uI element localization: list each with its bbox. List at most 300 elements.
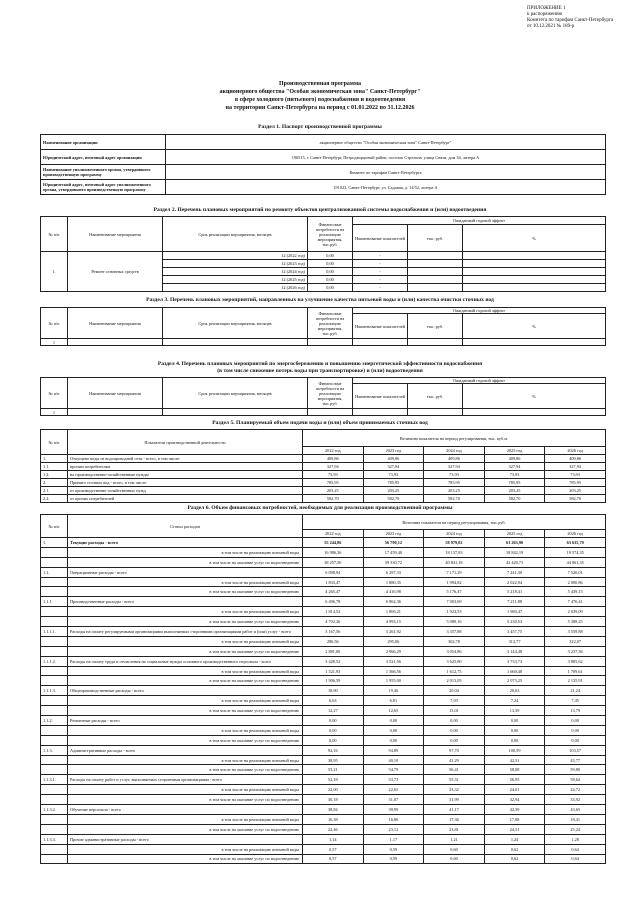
section-2-title: Раздел 2. Перечень плановых мероприятий по ремонту объектов централизованной системы водоснабжения и (или) водоотведения xyxy=(153,207,487,213)
row-value: 25,24 xyxy=(545,824,606,834)
row-value: 203,25 xyxy=(303,487,364,495)
finance-row xyxy=(41,597,606,607)
row-value: 0,00 xyxy=(424,716,485,726)
row-value: 39,99 xyxy=(363,805,424,815)
row-value: 785,95 xyxy=(363,479,424,487)
header-finance: Финансовые потребности на реализацию мероприятия, тыс.руб. xyxy=(308,308,353,339)
row-value: 7 476,41 xyxy=(545,597,606,607)
row-value: 17,36 xyxy=(424,814,485,824)
row-value: 56,41 xyxy=(424,765,485,775)
row-value: 4 702,26 xyxy=(303,617,364,627)
header-name: Наименование мероприятия xyxy=(68,217,163,252)
row-value: 5 388,25 xyxy=(545,617,606,627)
row-value: 17,88 xyxy=(484,814,545,824)
row-label: Административные расходы - всего xyxy=(68,745,303,755)
header-name: Наименование мероприятия xyxy=(68,378,163,409)
empty-cell xyxy=(408,339,463,346)
row-label: в том числе на реализацию питьевой воды xyxy=(68,814,303,824)
row-value: 3 144,48 xyxy=(484,646,545,656)
row-num: 1.1.3.3. xyxy=(41,834,68,844)
section-4-title xyxy=(30,361,610,375)
row-value: 286,56 xyxy=(303,636,364,646)
repair-effect: - xyxy=(353,284,408,292)
row-value: 5 230,53 xyxy=(484,617,545,627)
finance-row xyxy=(41,577,606,587)
header-effect: Ожидаемый годовой эффект xyxy=(353,378,606,384)
row-value: 31,07 xyxy=(363,795,424,805)
row-value: 103,57 xyxy=(545,745,606,755)
row-value: 409,86 xyxy=(424,455,485,463)
row-value: 7,24 xyxy=(484,696,545,706)
row-num xyxy=(41,755,68,765)
row-value: 4 993,15 xyxy=(363,617,424,627)
row-value: 4 265,47 xyxy=(303,587,364,597)
finance-row xyxy=(41,627,606,637)
passport-row xyxy=(41,135,606,150)
year-header: 2022 год xyxy=(303,447,364,455)
row-value: 3 521,56 xyxy=(363,656,424,666)
repair-thous xyxy=(408,260,463,268)
row-value: 0,00 xyxy=(484,716,545,726)
finance-row xyxy=(41,805,606,815)
row-value: 2 022,94 xyxy=(484,577,545,587)
row-value: 38,84 xyxy=(303,805,364,815)
empty-row xyxy=(41,339,606,346)
row-value: 7 241,30 xyxy=(484,567,545,577)
row-value: 1,17 xyxy=(363,834,424,844)
finance-row xyxy=(41,686,606,696)
row-num: 1. xyxy=(41,538,68,548)
row-value: 17 459,40 xyxy=(363,547,424,557)
repair-thous xyxy=(408,276,463,284)
row-label: Ремонтные расходы - всего xyxy=(68,716,303,726)
appendix-line: ПРИЛОЖЕНИЕ 1 xyxy=(527,6,566,11)
row-label: прочим потребителям xyxy=(68,463,303,471)
header-values: Величина показателя на период регулирования, тыс. куб.м. xyxy=(303,430,606,447)
section-3-title: Раздел 3. Перечень плановых мероприятий, направленных на улучшение качества питьевой воды и (или) качества очистки сточных вод xyxy=(146,297,494,303)
row-num xyxy=(41,765,68,775)
row-value: 312,77 xyxy=(484,636,545,646)
appendix-line: от 10.12.2021 № 189-р xyxy=(527,24,575,29)
empty-cell xyxy=(68,339,163,346)
row-label: в том числе на оказание услуг по водоотведению xyxy=(68,795,303,805)
header-effect: Ожидаемый годовой эффект xyxy=(353,217,606,225)
row-value: 327,94 xyxy=(545,463,606,471)
repair-table xyxy=(40,216,606,292)
row-value: 6,81 xyxy=(363,696,424,706)
row-value: 7,45 xyxy=(545,696,606,706)
row-value: 33,92 xyxy=(545,795,606,805)
row-label: Отпущено воды из водопроводной сети - всего, в том числе: xyxy=(68,455,303,463)
section-1-title: Раздел 1. Паспорт производственной программы xyxy=(258,124,382,130)
empty-cell xyxy=(353,339,408,346)
row-label: Производственные расходы - всего xyxy=(68,597,303,607)
row-value: 0,59 xyxy=(363,844,424,854)
row-value: 785,95 xyxy=(424,479,485,487)
row-value: 16,86 xyxy=(363,814,424,824)
row-value: 1 980,47 xyxy=(484,607,545,617)
row-value: 6 098,94 xyxy=(303,567,364,577)
section-4-title-line: (в том числе снижение потерь воды при транспортировке) и (или) водоотведения xyxy=(217,368,423,374)
row-value: 1 880,35 xyxy=(363,577,424,587)
row-value: 1 869,21 xyxy=(363,607,424,617)
finance-row xyxy=(41,844,606,854)
row-value: 3 167,56 xyxy=(303,627,364,637)
row-label: Обучение персонала - всего xyxy=(68,805,303,815)
row-value: 327,94 xyxy=(363,463,424,471)
finance-row xyxy=(41,547,606,557)
row-value: 58,08 xyxy=(484,765,545,775)
row-value: 327,94 xyxy=(303,463,364,471)
row-value: 42,51 xyxy=(484,755,545,765)
header-pct: % xyxy=(463,225,606,252)
row-value: 53,21 xyxy=(303,765,364,775)
empty-cell xyxy=(68,409,163,416)
volume-row xyxy=(41,471,606,479)
passport-value: 191023, Санкт-Петербург, ул. Садовая, д. 14/52, литера А xyxy=(166,180,606,195)
header-pct: % xyxy=(463,314,606,339)
row-value: 7 211,88 xyxy=(484,597,545,607)
row-value: 409,86 xyxy=(363,455,424,463)
finance-row xyxy=(41,607,606,617)
row-value: 20,63 xyxy=(484,686,545,696)
row-num xyxy=(41,844,68,854)
finance-table xyxy=(40,514,606,864)
row-num: 1.1.1.2. xyxy=(41,656,68,666)
finance-row xyxy=(41,538,606,548)
row-value: 22,00 xyxy=(303,785,364,795)
row-num xyxy=(41,676,68,686)
row-num: 1 xyxy=(41,339,68,346)
row-num xyxy=(41,735,68,745)
row-num: 1.1.2. xyxy=(41,716,68,726)
year-header: 2026 год xyxy=(545,530,606,538)
row-label: в том числе на реализацию питьевой воды xyxy=(68,577,303,587)
row-value: 73,93 xyxy=(424,471,485,479)
row-label: в том числе на оказание услуг по водоотведению xyxy=(68,824,303,834)
row-label: в том числе на оказание услуг по водоотведению xyxy=(68,587,303,597)
repair-pct xyxy=(463,284,606,292)
row-value: 0,00 xyxy=(363,716,424,726)
appendix-line: к распоряжению xyxy=(527,12,563,17)
row-label: Текущие расходы - всего xyxy=(68,538,303,548)
repair-num: 1. xyxy=(41,252,68,292)
header-thous: тыс. руб. xyxy=(408,314,463,339)
row-value: 0,00 xyxy=(303,716,364,726)
repair-period: 12 (2022 год) xyxy=(163,252,308,260)
row-value: 6 297,33 xyxy=(363,567,424,577)
header-pct: % xyxy=(463,384,606,409)
document-title xyxy=(150,80,490,112)
row-value: 92,16 xyxy=(303,745,364,755)
row-value: 5 218,41 xyxy=(484,587,545,597)
row-value: 0,57 xyxy=(303,854,364,864)
row-value: 0,00 xyxy=(545,725,606,735)
row-value: 302,78 xyxy=(424,636,485,646)
volume-row xyxy=(41,463,606,471)
row-value: 52,18 xyxy=(303,775,364,785)
row-value: 73,93 xyxy=(484,471,545,479)
row-value: 42 420,71 xyxy=(484,557,545,567)
row-value: 13,39 xyxy=(484,706,545,716)
row-value: 2 039,09 xyxy=(545,607,606,617)
row-label: в том числе на оказание услуг по водоотведению xyxy=(68,617,303,627)
year-header: 2025 год xyxy=(484,530,545,538)
header-row xyxy=(41,515,606,530)
finance-row xyxy=(41,834,606,844)
row-value: 0,00 xyxy=(363,735,424,745)
row-value: 31,99 xyxy=(424,795,485,805)
repair-thous xyxy=(408,284,463,292)
repair-period: 12 (2023 год) xyxy=(163,260,308,268)
row-value: 203,25 xyxy=(363,487,424,495)
appendix-line: Комитета по тарифам Санкт-Петербурга xyxy=(527,18,614,23)
row-value: 582,70 xyxy=(424,495,485,503)
repair-period: 12 (2026 год) xyxy=(163,284,308,292)
row-value: 97,70 xyxy=(424,745,485,755)
title-line: на территории Санкт-Петербурга на период с 01.01.2022 по 31.12.2026 xyxy=(225,105,415,111)
finance-row xyxy=(41,567,606,577)
row-value: 0,62 xyxy=(484,844,545,854)
row-value: 582,70 xyxy=(484,495,545,503)
empty-cell xyxy=(353,409,408,416)
row-value: 785,95 xyxy=(484,479,545,487)
row-value: 21,24 xyxy=(545,686,606,696)
row-value: 0,00 xyxy=(545,716,606,726)
row-value: 322,07 xyxy=(545,636,606,646)
finance-row xyxy=(41,617,606,627)
finance-row xyxy=(41,656,606,666)
row-label: в том числе на реализацию питьевой воды xyxy=(68,607,303,617)
header-period: Срок реализации мероприятия, месяцев xyxy=(163,378,308,409)
repair-thous xyxy=(408,252,463,260)
passport-label: Юридический адрес, почтовый адрес организации xyxy=(41,150,166,165)
row-value: 19,46 xyxy=(363,686,424,696)
row-label: в том числе на реализацию питьевой воды xyxy=(68,785,303,795)
row-value: 0,00 xyxy=(303,735,364,745)
row-value: 1,24 xyxy=(484,834,545,844)
row-value: 24,51 xyxy=(484,824,545,834)
row-label: в том числе на реализацию питьевой воды xyxy=(68,696,303,706)
empty-row xyxy=(41,409,606,416)
row-value: 40,10 xyxy=(363,755,424,765)
appendix-note xyxy=(527,6,637,30)
finance-row xyxy=(41,765,606,775)
passport-label: Юридический адрес, почтовый адрес уполномоченного органа, утвердившего производственную программу xyxy=(41,180,166,195)
row-value: 1 566,56 xyxy=(363,666,424,676)
section-6-title: Раздел 6. Объем финансовых потребностей, необходимых для реализации производственной программы xyxy=(187,505,453,511)
header-num: № п/п xyxy=(41,378,68,409)
row-value: 23,32 xyxy=(424,785,485,795)
row-value: 53,73 xyxy=(363,775,424,785)
row-value: 1 521,93 xyxy=(303,666,364,676)
row-value: 2 080,86 xyxy=(545,577,606,587)
row-label: на производственно-хозяйственные нужды xyxy=(68,471,303,479)
row-value: 1,14 xyxy=(303,834,364,844)
row-value: 7 171,29 xyxy=(424,567,485,577)
row-label: Расходы на оплату труда и отчисления на социальные нужды основного производственного персонала - всего xyxy=(68,656,303,666)
row-label: в том числе на реализацию питьевой воды xyxy=(68,844,303,854)
finance-row xyxy=(41,676,606,686)
row-value: 12,65 xyxy=(363,706,424,716)
row-value: 24,72 xyxy=(545,785,606,795)
volume-row xyxy=(41,495,606,503)
row-value: 0,00 xyxy=(424,725,485,735)
row-value: 2 881,00 xyxy=(303,646,364,656)
passport-row xyxy=(41,180,606,195)
row-value: 327,94 xyxy=(424,463,485,471)
finance-row xyxy=(41,666,606,676)
row-value: 0,00 xyxy=(484,725,545,735)
repair-pct xyxy=(463,252,606,260)
section-4-title-line: Раздел 4. Перечень плановых мероприятий по энергосбережению и повышению энергетической эффективности водоснабжения xyxy=(157,361,483,367)
header-row xyxy=(41,217,606,225)
row-value: 3 457,75 xyxy=(484,627,545,637)
repair-pct xyxy=(463,260,606,268)
row-value: 23,12 xyxy=(363,824,424,834)
passport-value: Комитет по тарифам Санкт-Петербурга xyxy=(166,165,606,180)
row-value: 0,60 xyxy=(424,844,485,854)
volume-row xyxy=(41,455,606,463)
row-value: 7 520,01 xyxy=(545,567,606,577)
row-label: Общепроизводственные расходы - всего xyxy=(68,686,303,696)
header-indicator: Наименование показателей xyxy=(353,225,408,252)
finance-row xyxy=(41,755,606,765)
row-num xyxy=(41,666,68,676)
passport-table xyxy=(40,134,606,195)
row-value: 7 003,69 xyxy=(424,597,485,607)
header-finance: Финансовые потребности на реализацию мероприятия, тыс.руб. xyxy=(308,217,353,252)
row-value: 2 135,91 xyxy=(545,676,606,686)
row-label: в том числе на оказание услуг по водоотведению xyxy=(68,676,303,686)
row-label: в том числе на оказание услуг по водоотведению xyxy=(68,646,303,656)
row-label: от производственно-хозяйственных нужд xyxy=(68,487,303,495)
row-value: 13,79 xyxy=(545,706,606,716)
passport-row xyxy=(41,150,606,165)
row-value: 0,60 xyxy=(424,854,485,864)
row-value: 6 496,78 xyxy=(303,597,364,607)
row-value: 3 357,88 xyxy=(424,627,485,637)
row-value: 3 428,52 xyxy=(303,656,364,666)
row-num: 1.1.3.2. xyxy=(41,805,68,815)
row-value: 0,64 xyxy=(545,844,606,854)
row-label: от прочих потребителей xyxy=(68,495,303,503)
passport-value: 196515, г. Санкт-Петербург, Петродворцовый район, поселок Стрельна, улица Связи, дом 34, литера А xyxy=(166,150,606,165)
row-label: в том числе на оказание услуг по водоотведению xyxy=(68,706,303,716)
row-value: 12,27 xyxy=(303,706,364,716)
row-num: 2.2. xyxy=(41,495,68,503)
header-finance: Финансовые потребности на реализацию мероприятия, тыс.руб. xyxy=(308,378,353,409)
repair-effect: - xyxy=(353,268,408,276)
row-num: 1.1. xyxy=(41,463,68,471)
repair-finance: 0,00 xyxy=(308,276,353,284)
row-value: 56,95 xyxy=(484,775,545,785)
finance-row xyxy=(41,745,606,755)
row-num: 1.1.3.1. xyxy=(41,775,68,785)
row-value: 73,93 xyxy=(545,471,606,479)
finance-row xyxy=(41,636,606,646)
row-num xyxy=(41,587,68,597)
row-value: 22,65 xyxy=(363,785,424,795)
passport-row xyxy=(41,165,606,180)
passport-label: Наименование уполномоченного органа, утвердившего производственную программу xyxy=(41,165,166,180)
repair-effect: - xyxy=(353,260,408,268)
row-value: 6,63 xyxy=(303,696,364,706)
row-value: 55 244,86 xyxy=(303,538,364,548)
passport-label: Наименование организации xyxy=(41,135,166,150)
title-line: акционерного общества "Особая экономическая зона" Санкт-Петербург" xyxy=(219,89,421,95)
row-num xyxy=(41,785,68,795)
row-label: в том числе на реализацию питьевой воды xyxy=(68,666,303,676)
energy-table xyxy=(40,377,606,416)
row-value: 409,86 xyxy=(303,455,364,463)
finance-row xyxy=(41,696,606,706)
row-value: 0,00 xyxy=(424,735,485,745)
row-value: 59,80 xyxy=(545,765,606,775)
row-value: 18,90 xyxy=(303,686,364,696)
water-quality-table xyxy=(40,307,606,346)
row-num: 1.1.1. xyxy=(41,597,68,607)
repair-pct xyxy=(463,276,606,284)
header-indicator: Наименование показателей xyxy=(353,314,408,339)
year-header: 2024 год xyxy=(424,447,485,455)
header-name: Наименование мероприятия xyxy=(68,308,163,339)
row-num: 1.2. xyxy=(41,471,68,479)
row-value: 20,04 xyxy=(424,686,485,696)
row-value: 409,86 xyxy=(484,455,545,463)
row-num xyxy=(41,607,68,617)
row-value: 1 814,52 xyxy=(303,607,364,617)
finance-row xyxy=(41,824,606,834)
row-label: Расходы на оплату регулируемыми организациями выполняемых сторонними организациями работ и (или) услуг - всего xyxy=(68,627,303,637)
row-num xyxy=(41,706,68,716)
row-value: 32,94 xyxy=(484,795,545,805)
repair-name: Ремонт основных средств xyxy=(68,252,163,292)
row-value: 58 979,02 xyxy=(424,538,485,548)
row-label: в том числе на оказание услуг по водоотведению xyxy=(68,735,303,745)
row-value: 582,70 xyxy=(363,495,424,503)
empty-cell xyxy=(308,339,353,346)
row-num: 1.1.1.1. xyxy=(41,627,68,637)
row-value: 3 733,73 xyxy=(484,656,545,666)
row-value: 41,29 xyxy=(424,755,485,765)
row-value: 7,03 xyxy=(424,696,485,706)
row-label: Операционные расходы - всего xyxy=(68,567,303,577)
finance-row xyxy=(41,706,606,716)
row-num: 1 xyxy=(41,409,68,416)
section-5-title: Раздел 5. Планируемый объем подачи воды и (или) объем принимаемых сточных вод xyxy=(212,420,428,426)
row-value: 6 862,36 xyxy=(363,597,424,607)
row-value: 13,01 xyxy=(424,706,485,716)
repair-effect: - xyxy=(353,252,408,260)
row-value: 43,65 xyxy=(545,805,606,815)
header-item: Статьи расходов xyxy=(68,515,303,538)
year-header: 2026 год xyxy=(545,447,606,455)
row-value: 3 885,62 xyxy=(545,656,606,666)
row-value: 203,25 xyxy=(424,487,485,495)
header-period: Срок реализации мероприятия, месяцев xyxy=(163,308,308,339)
row-num xyxy=(41,577,68,587)
row-value: 0,00 xyxy=(363,725,424,735)
row-label: в том числе на реализацию питьевой воды xyxy=(68,725,303,735)
row-value: 16 986,36 xyxy=(303,547,364,557)
row-value: 39 330,72 xyxy=(363,557,424,567)
row-value: 5 439,15 xyxy=(545,587,606,597)
title-line: Производственная программа xyxy=(278,81,362,87)
row-value: 1 955,00 xyxy=(363,676,424,686)
row-value: 3 054,86 xyxy=(424,646,485,656)
finance-row xyxy=(41,716,606,726)
